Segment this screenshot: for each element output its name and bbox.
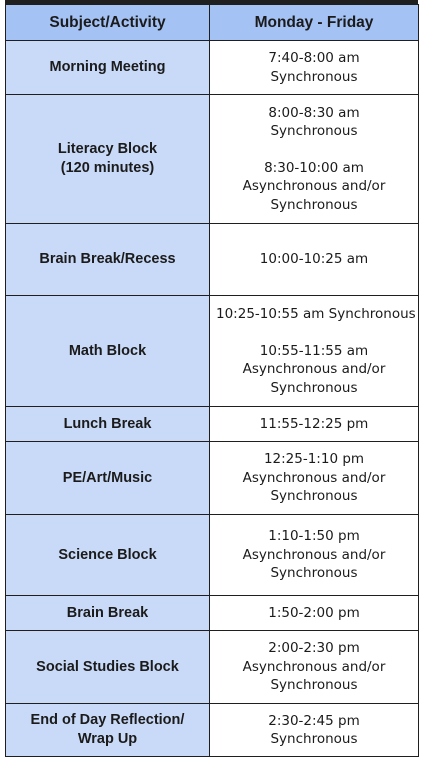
time-text: Asynchronous and/or: [242, 361, 386, 377]
time-cell: [210, 442, 419, 515]
schedule-container: [5, 0, 418, 757]
activity-cell: [6, 596, 210, 631]
activity-name: End of Day Reflection/: [30, 712, 185, 728]
activity-cell: [6, 296, 210, 407]
time-cell: [210, 596, 419, 631]
table-row: [6, 224, 419, 296]
time-cell: [210, 631, 419, 704]
time-text: 8:30-10:00 am: [264, 159, 364, 176]
time-text: 12:25-1:10 pm: [263, 451, 365, 468]
time-text: 1:50-2:00 pm: [268, 604, 360, 621]
time-cell: [210, 95, 419, 224]
time-cell: [210, 407, 419, 442]
table-row: [6, 296, 419, 407]
time-text: 7:40-8:00 am: [268, 50, 360, 66]
time-text: Synchronous: [270, 731, 358, 747]
time-cell: [210, 224, 419, 296]
time-cell: [210, 41, 419, 95]
time-text: 10:25-10:55 am Synchronous: [216, 306, 416, 322]
activity-name: Social Studies Block: [36, 658, 179, 675]
time-text: Synchronous: [270, 677, 358, 694]
table-row: [6, 515, 419, 596]
paragraph-gap: [216, 141, 412, 159]
activity-name: Science Block: [58, 546, 157, 563]
activity-name: Morning Meeting: [49, 59, 166, 75]
activity-name: Brain Break: [66, 604, 149, 621]
activity-cell: [6, 41, 210, 95]
header-row: [6, 5, 419, 41]
time-text: Synchronous: [270, 68, 358, 85]
time-text: Synchronous: [270, 123, 358, 140]
table-row: [6, 407, 419, 442]
activity-cell: [6, 95, 210, 224]
activity-name: Lunch Break: [63, 415, 152, 432]
time-cell: [210, 296, 419, 407]
activity-name: Wrap Up: [77, 731, 138, 747]
table-row: [6, 631, 419, 704]
paragraph-gap: [216, 324, 412, 342]
activity-name: Math Block: [68, 342, 147, 359]
time-text: Synchronous: [270, 565, 358, 582]
table-row: [6, 41, 419, 95]
activity-name: Brain Break/Recess: [39, 251, 176, 267]
time-text: Asynchronous and/or: [242, 546, 386, 563]
time-text: 8:00-8:30 am: [268, 104, 360, 121]
activity-name: (120 minutes): [60, 160, 155, 176]
schedule-table: [5, 4, 419, 757]
time-text: 2:30-2:45 pm: [268, 712, 360, 729]
time-text: Synchronous: [270, 488, 358, 505]
activity-name: Literacy Block: [57, 141, 158, 157]
activity-cell: [6, 224, 210, 296]
time-text: Asynchronous and/or: [242, 658, 386, 675]
time-cell: [210, 515, 419, 596]
time-text: Synchronous: [270, 196, 358, 213]
time-text: Synchronous: [270, 379, 358, 396]
table-row: [6, 704, 419, 757]
time-text: Asynchronous and/or: [242, 469, 386, 486]
activity-cell: [6, 442, 210, 515]
activity-cell: [6, 407, 210, 442]
table-row: [6, 596, 419, 631]
time-text: 11:55-12:25 pm: [259, 415, 369, 432]
time-cell: [210, 704, 419, 757]
activity-cell: [6, 515, 210, 596]
table-row: [6, 442, 419, 515]
header-days: Monday - Friday: [210, 5, 419, 41]
table-row: [6, 95, 419, 224]
time-text: 10:55-11:55 am: [259, 342, 369, 359]
time-text: Asynchronous and/or: [242, 178, 386, 195]
activity-name: PE/Art/Music: [62, 469, 153, 486]
activity-cell: [6, 631, 210, 704]
header-subject: Subject/Activity: [6, 5, 210, 41]
time-text: 10:00-10:25 am: [259, 251, 369, 268]
activity-cell: [6, 704, 210, 757]
time-text: 2:00-2:30 pm: [268, 640, 360, 657]
time-text: 1:10-1:50 pm: [268, 528, 360, 545]
